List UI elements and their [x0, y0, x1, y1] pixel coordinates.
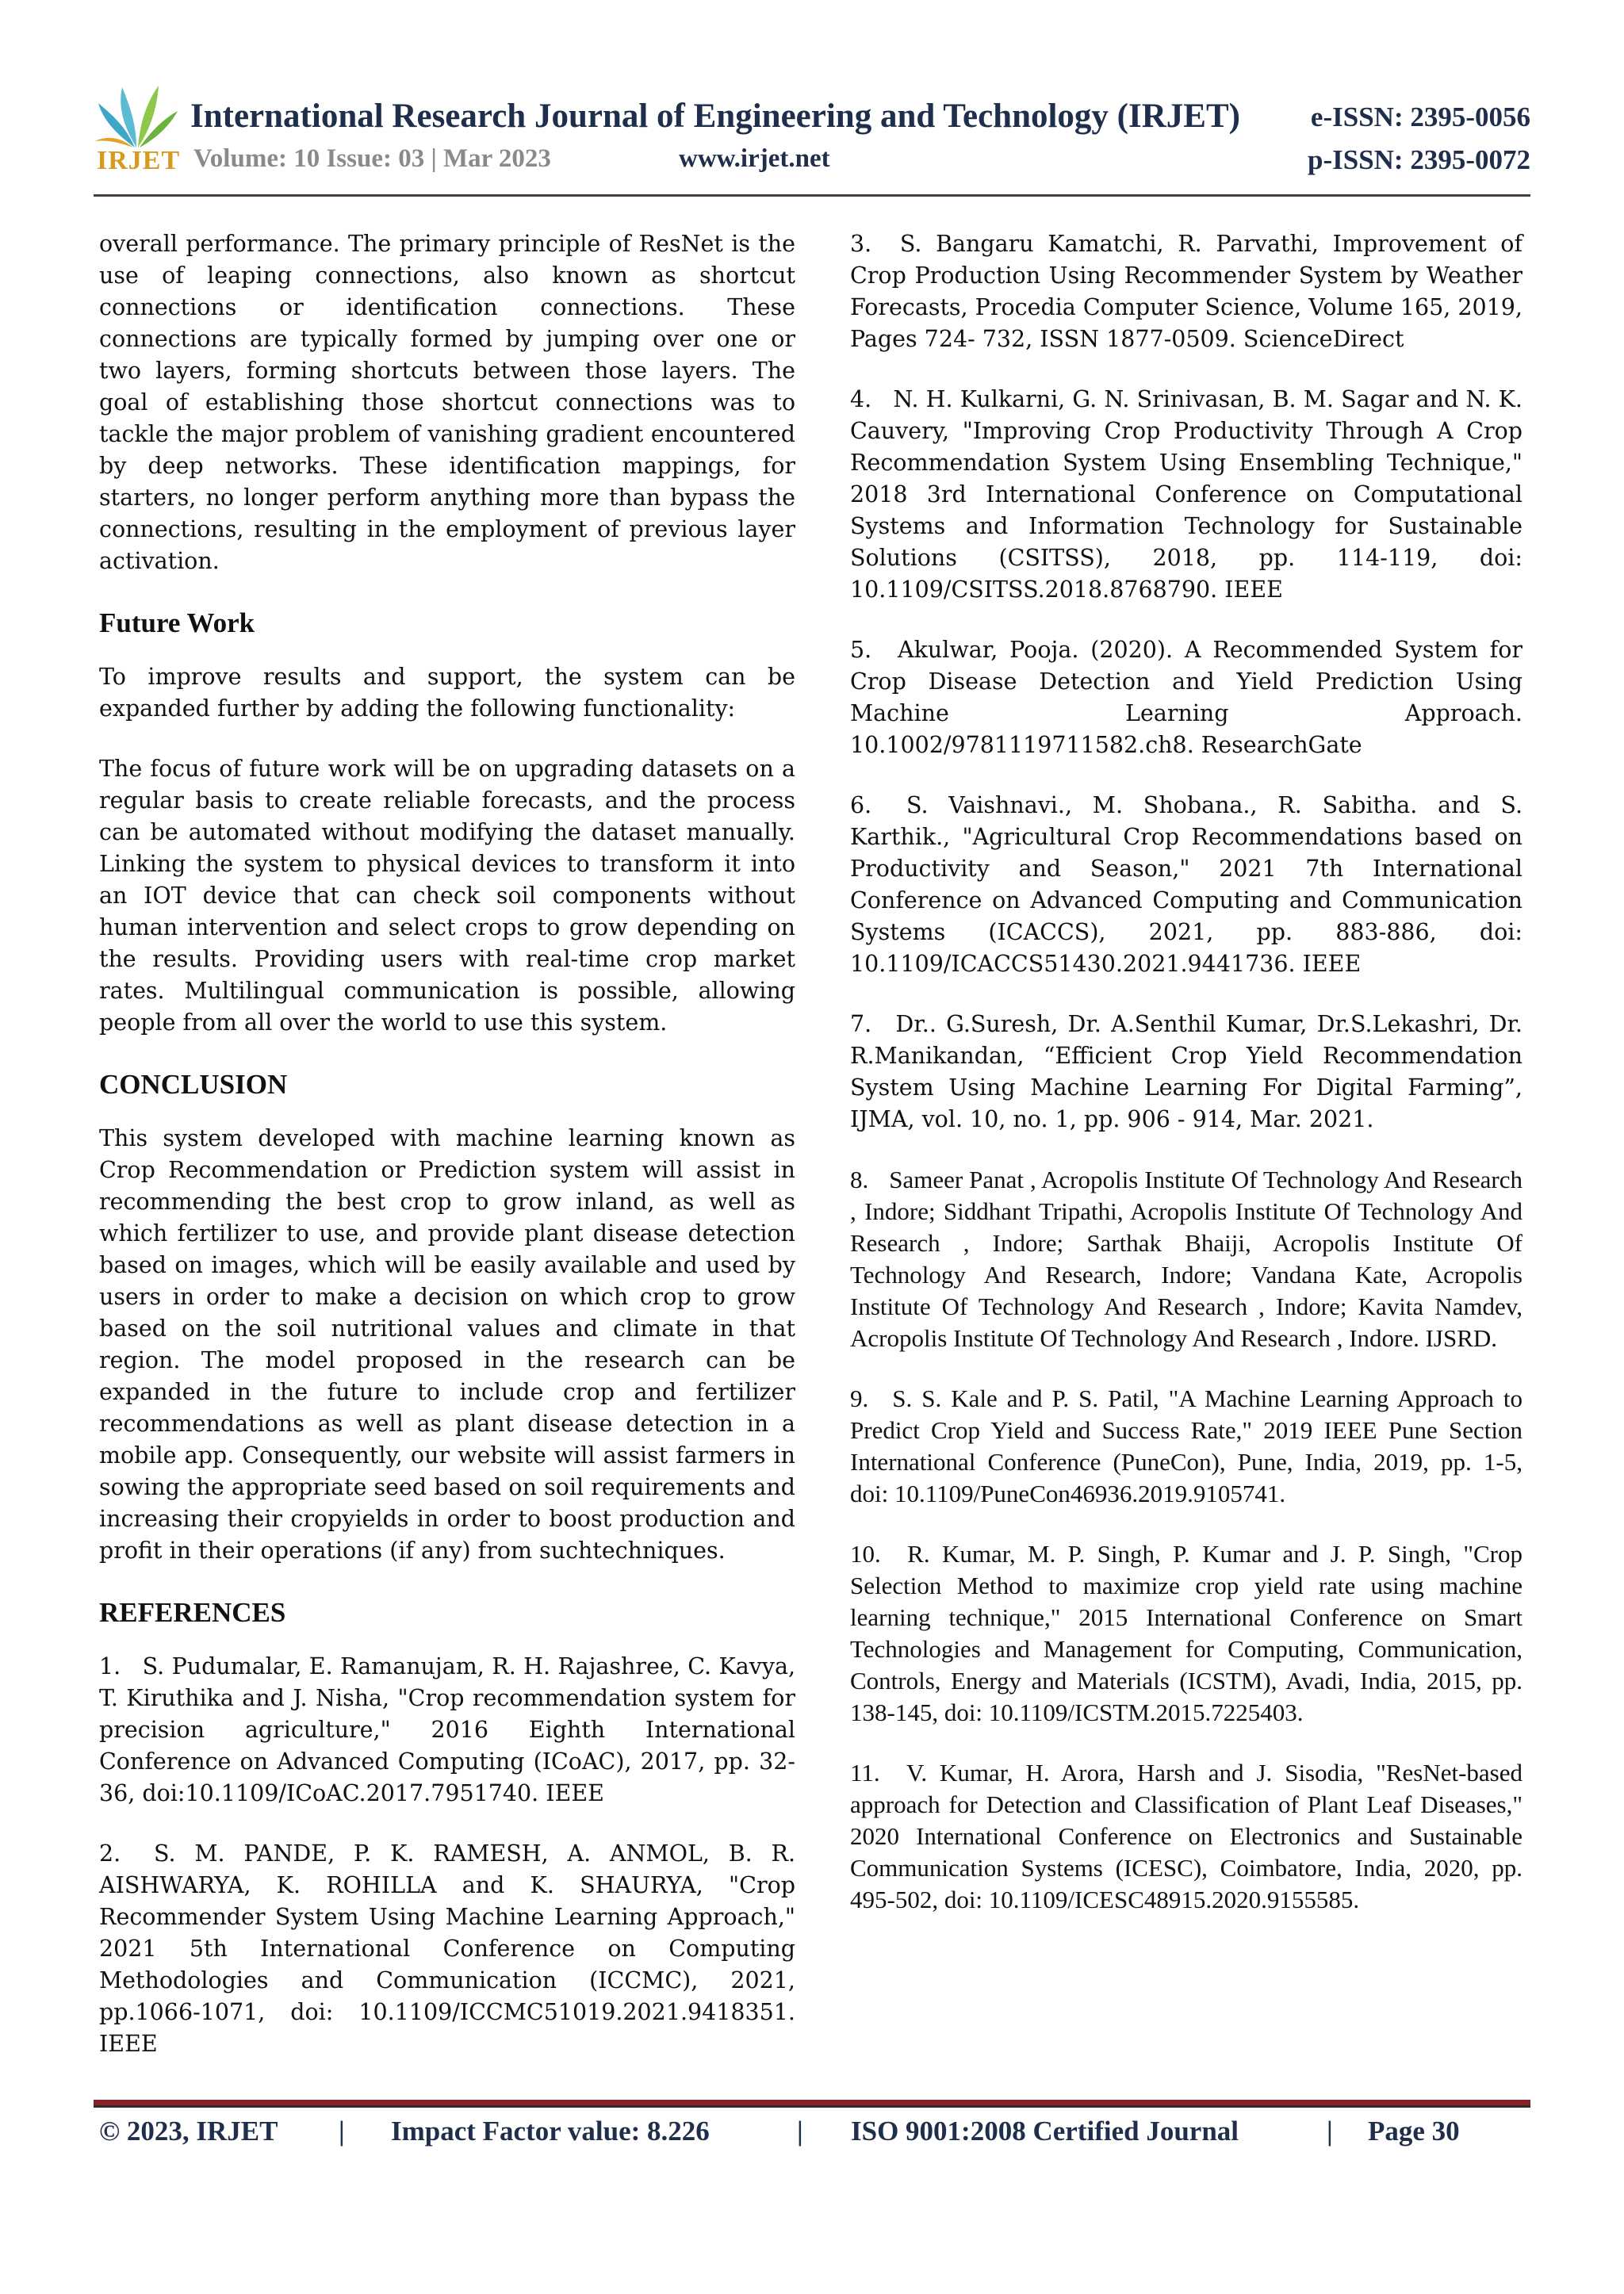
reference-item [850, 634, 1522, 761]
reference-number: 1. [99, 1653, 121, 1679]
reference-item [850, 228, 1522, 355]
future-work-paragraph-2: The focus of future work will be on upgrading datasets on a regular basis to create reliable forecasts, and the process can be automated without modifying the dataset manually. Linking the system to physical devices to transform it into an IOT device that can check soil components without human intervention and select crops to grow depending on the results. Providing users with real-time crop market rates. Multilingual communication is possible, allowing people from all over the world to use this system. [99, 756, 795, 1036]
header-divider [94, 194, 1530, 197]
reference-number: 3. [850, 231, 872, 257]
conclusion-paragraph: This system developed with machine learning known as Crop Recommendation or Prediction system will assist in recommending the best crop to grow inland, as well as which fertilizer to use, and provide plant disease detection based on images, which will be easily available and used by users in order to make a decision on which crop to grow based on the soil nutritional values and climate in that region. The model proposed in the research can be expanded in the future to include crop and fertilizer recommendations as well as plant disease detection in a mobile app. Consequently, our website will assist farmers in sowing the appropriate seed based on soil requirements and increasing their cropyields in order to boost production and profit in their operations (if any) from suchtechniques. [99, 1125, 795, 1564]
reference-text: Dr.. G.Suresh, Dr. A.Senthil Kumar, Dr.S.Lekashri, Dr. R.Manikandan, “Efficient Crop Yield Recommendation System Using Machine Learning For Digital Farming”, IJMA, vol. 10, no. 1, pp. 906 - 914, Mar. 2021. [850, 1011, 1522, 1132]
irjet-logo [94, 79, 181, 176]
reference-item [850, 1009, 1522, 1136]
reference-text: Akulwar, Pooja. (2020). A Recommended System for Crop Disease Detection and Yield Prediction Using Machine Learning Approach. 10.1002/9781119711582.ch8. ResearchGate [850, 637, 1522, 758]
reference-number: 11. [850, 1759, 880, 1787]
reference-text: S. S. Kale and P. S. Patil, "A Machine Learning Approach to Predict Crop Yield and Success Rate," 2019 IEEE Pune Section International Conference (PuneCon), Pune, India, 2019, pp. 1-5, doi: 10.1109/PuneCon46936.2019.9105741. [850, 1384, 1523, 1507]
right-column [850, 228, 1522, 1944]
reference-number: 6. [850, 792, 872, 818]
reference-item [850, 1757, 1522, 1916]
footer-page-number: Page 30 [1368, 2116, 1460, 2147]
reference-number: 7. [850, 1011, 872, 1037]
reference-number: 2. [99, 1840, 121, 1867]
footer-separator: | [797, 2116, 803, 2147]
logo-text: IRJET [97, 146, 181, 175]
reference-text: Sameer Panat , Acropolis Institute Of Technology And Research , Indore; Siddhant Tripathi, Acropolis Institute Of Technology And Research , Indore; Sarthak Bhaiji, Acropolis Institute Of Technology And Research, Indore; Vandana Kate, Acropolis Institute Of Technology And Research , Indore; Kavita Namdev, Acropolis Institute Of Technology And Research , Indore. IJSRD. [850, 1166, 1522, 1352]
footer-separator: | [339, 2116, 345, 2147]
journal-title: International Research Journal of Engineering and Technology (IRJET) [190, 98, 1240, 135]
reference-number: 4. [850, 386, 872, 412]
reference-item [99, 1651, 795, 1810]
reference-text: S. Vaishnavi., M. Shobana., R. Sabitha. and S. Karthik., "Agricultural Crop Recommendations based on Productivity and Season," 2021 7th International Conference on Advanced Computing and Communication Systems (ICACCS), 2021, pp. 883-886, doi: 10.1109/ICACCS51430.2021.9441736. IEEE [850, 792, 1522, 977]
reference-text: R. Kumar, M. P. Singh, P. Kumar and J. P. Singh, "Crop Selection Method to maximize crop yield rate using machine learning technique," 2015 International Conference on Smart Technologies and Management for Computing, Communication, Controls, Energy and Materials (ICSTM), Avadi, India, 2015, pp. 138-145, doi: 10.1109/ICSTM.2015.7225403. [850, 1540, 1523, 1726]
footer-copyright: © 2023, IRJET [99, 2116, 278, 2147]
reference-item [850, 1164, 1522, 1354]
page-header [94, 79, 1530, 182]
reference-number: 8. [850, 1166, 869, 1193]
reference-text: V. Kumar, H. Arora, Harsh and J. Sisodia, "ResNet-based approach for Detection and Classification of Plant Leaf Diseases," 2020 International Conference on Electronics and Sustainable Communication Systems (ICESC), Coimbatore, India, 2020, pp. 495-502, doi: 10.1109/ICESC48915.2020.9155585. [850, 1759, 1522, 1913]
reference-item [850, 790, 1522, 980]
references-heading: REFERENCES [99, 1597, 286, 1628]
page-footer [99, 2116, 1526, 2155]
reference-text: S. Bangaru Kamatchi, R. Parvathi, Improvement of Crop Production Using Recommender System by Weather Forecasts, Procedia Computer Science, Volume 165, 2019, Pages 724- 732, ISSN 1877-0509. ScienceDirect [850, 231, 1522, 352]
issue-info: Volume: 10 Issue: 03 | Mar 2023 [193, 144, 551, 173]
left-column [99, 228, 795, 2089]
reference-number: 10. [850, 1540, 881, 1568]
future-work-paragraph-1: To improve results and support, the system can be expanded further by adding the following functionality: [99, 664, 795, 722]
footer-divider [94, 2100, 1530, 2108]
conclusion-heading: CONCLUSION [99, 1069, 288, 1100]
reference-text: N. H. Kulkarni, G. N. Srinivasan, B. M. Sagar and N. K. Cauvery, "Improving Crop Productivity Through A Crop Recommendation System Using Ensembling Technique," 2018 3rd International Conference on Computational Systems and Information Technology for Sustainable Solutions (CSITSS), 2018, pp. 114-119, doi: 10.1109/CSITSS.2018.8768790. IEEE [850, 386, 1522, 603]
footer-iso: ISO 9001:2008 Certified Journal [851, 2116, 1239, 2147]
journal-website[interactable]: www.irjet.net [679, 144, 830, 173]
intro-paragraph: overall performance. The primary principle of ResNet is the use of leaping connections, also known as shortcut connections or identification connections. These connections are typically formed by jumping over one or two layers, forming shortcuts between those layers. The goal of establishing those shortcut connections was to tackle the major problem of vanishing gradient encountered by deep networks. These identification mappings, for starters, no longer perform anything more than bypass the connections, resulting in the employment of previous layer activation. [99, 231, 795, 574]
future-work-heading: Future Work [99, 607, 255, 638]
footer-impact-factor: Impact Factor value: 8.226 [391, 2116, 710, 2147]
logo-leaves-icon [94, 79, 181, 151]
reference-number: 5. [850, 637, 872, 663]
reference-text: S. M. PANDE, P. K. RAMESH, A. ANMOL, B. R. AISHWARYA, K. ROHILLA and K. SHAURYA, "Crop Recommender System Using Machine Learning Approach," 2021 5th International Conference on Computing Methodologies and Communication (ICCMC), 2021, pp.1066-1071, doi: 10.1109/ICCMC51019.2021.9418351. IEEE [99, 1840, 796, 2057]
reference-item [850, 1538, 1522, 1729]
p-issn: p-ISSN: 2395-0072 [1307, 144, 1530, 175]
footer-separator: | [1327, 2116, 1333, 2147]
reference-text: S. Pudumalar, E. Ramanujam, R. H. Rajashree, C. Kavya, T. Kiruthika and J. Nisha, "Crop recommendation system for precision agriculture," 2016 Eighth International Conference on Advanced Computing (ICoAC), 2017, pp. 32-36, doi:10.1109/ICoAC.2017.7951740. IEEE [99, 1653, 796, 1806]
reference-item [850, 384, 1522, 606]
e-issn: e-ISSN: 2395-0056 [1310, 101, 1530, 132]
reference-item [850, 1383, 1522, 1510]
reference-item [99, 1838, 795, 2060]
reference-number: 9. [850, 1384, 869, 1412]
